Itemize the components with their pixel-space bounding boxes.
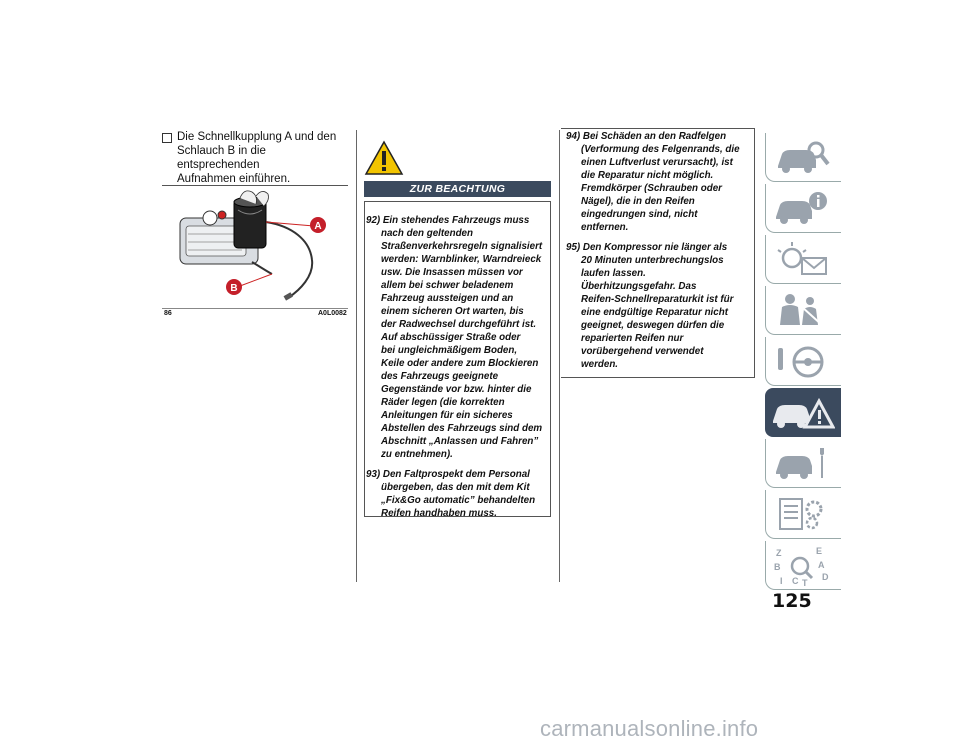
tab-warning-lights[interactable] (765, 235, 841, 284)
column-divider (356, 130, 357, 582)
warning-header: ZUR BEACHTUNG (364, 181, 551, 197)
note-94: 94) Bei Schäden an den Radfelgen (Verformung des Felgenrands, die einen Luftverlust verursacht), ist die Reparatur nicht möglich. Fremdkörper (Schrauben oder Nägel), die in den Reifen eingedrungen sind, nicht entfernen. (566, 131, 740, 233)
svg-text:D: D (822, 572, 829, 582)
tab-car-search[interactable] (765, 133, 841, 182)
figure-divider (162, 308, 348, 309)
tab-emergency[interactable] (765, 388, 841, 437)
list-gear-icon (772, 495, 832, 533)
steering-wheel-icon (772, 342, 832, 380)
compressor-illustration (162, 190, 348, 308)
tab-index[interactable] (765, 541, 841, 590)
tab-car-info[interactable] (765, 184, 841, 233)
car-info-icon (772, 189, 832, 227)
tab-safety[interactable] (765, 286, 841, 335)
tab-starting-driving[interactable] (765, 337, 841, 386)
tab-maintenance[interactable] (765, 439, 841, 488)
seatbelt-person-icon (772, 291, 832, 329)
svg-text:T: T (802, 578, 808, 586)
page-number: 125 (772, 590, 812, 612)
warning-notes (366, 214, 550, 527)
svg-text:I: I (780, 576, 783, 586)
note-93: 93) Den Faltprospekt dem Personal übergeben, das den mit dem Kit „Fix&Go automatic” behandelten Reifen handhaben muss. (366, 469, 536, 519)
note-92: 92) Ein stehendes Fahrzeugs muss nach den geltenden Straßenverkehrsregeln signalisiert werden: Warnblinker, Warndreieck usw. Die Insassen müssen vor allem bei schwer beladenem Fahrzeug aussteigen und an einem sicheren Ort warten, bis der Radwechsel durchgeführt ist. Auf abschüssiger Straße oder bei ungleichmäßigem Boden, Keile oder andere zum Blockieren des Fahrzeugs geeignete Gegenstände vor bzw. hinter die Räder legen (die korrekten Anleitungen für ein sicheres Abstellen des Fahrzeugs sind dem Abschnitt „Anlassen und Fahren” zu entnehmen). (366, 215, 543, 460)
figure-number: 86 (164, 310, 172, 317)
bullet-line: Die Schnellkupplung A und den (177, 131, 337, 143)
callout-a-label: A (314, 221, 322, 232)
notes-continued (566, 130, 752, 378)
alphabet-index-icon (772, 546, 832, 586)
svg-text:Z: Z (776, 548, 782, 558)
svg-text:B: B (774, 562, 781, 572)
car-search-icon (772, 138, 832, 176)
warning-light-envelope-icon (772, 240, 832, 278)
watermark: carmanualsonline.info (540, 716, 759, 741)
svg-text:C: C (792, 576, 799, 586)
bullet-line: Schlauch B in die entsprechenden (177, 145, 266, 171)
bullet-line: Aufnahmen einführen. (177, 173, 291, 185)
car-warning-triangle-icon (771, 393, 835, 433)
figure-code: A0L0082 (318, 310, 347, 317)
divider (162, 185, 348, 186)
instruction-bullet (162, 130, 347, 186)
svg-text:E: E (816, 546, 823, 556)
chapter-tabs (765, 133, 841, 592)
bullet-checkbox-icon (162, 133, 172, 143)
tab-technical-data[interactable] (765, 490, 841, 539)
warning-triangle-icon (364, 140, 404, 176)
column-divider (559, 130, 560, 582)
svg-text:A: A (818, 560, 825, 570)
car-wrench-icon (772, 444, 832, 482)
callout-b-label: B (230, 283, 238, 294)
note-95: 95) Den Kompressor nie länger als 20 Minuten unterbrechungslos laufen lassen. Überhitzungsgefahr. Das Reifen-Schnellreparaturkit ist für eine endgültige Reparatur nicht geeignet, deswegen dürfen die reparierten Reifen nur vorübergehend verwendet werden. (566, 242, 734, 370)
